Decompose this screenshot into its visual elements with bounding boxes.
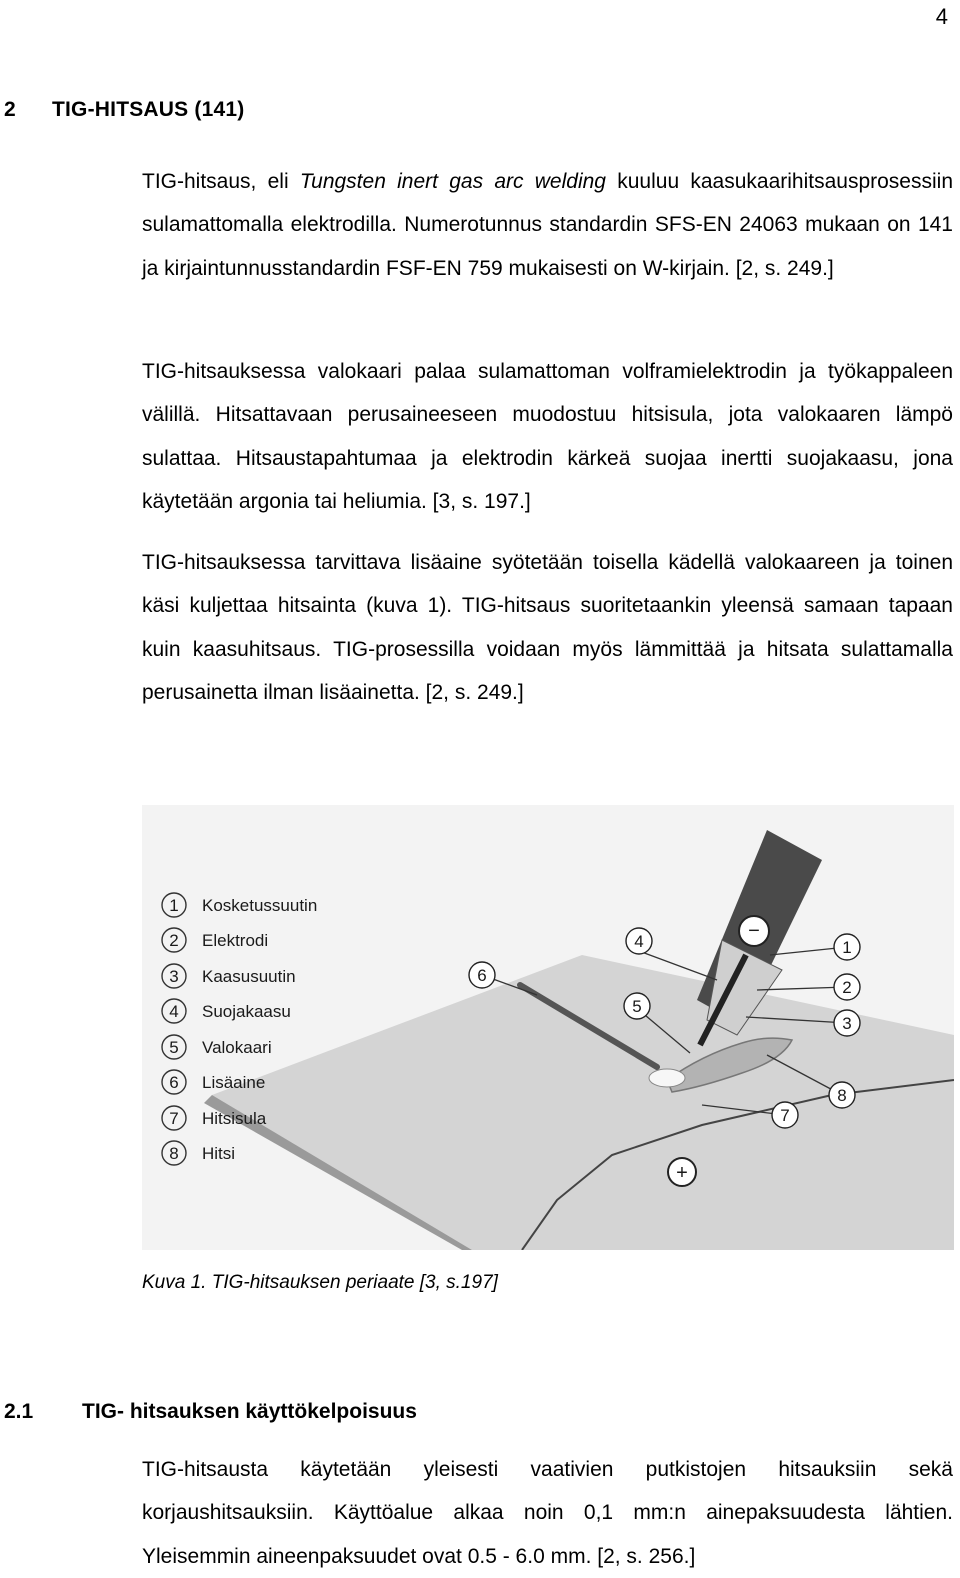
intro-text-start: TIG-hitsaus, eli <box>142 170 300 193</box>
svg-text:Valokaari: Valokaari <box>202 1038 272 1057</box>
legend-item-8 <box>162 1141 235 1165</box>
svg-text:2: 2 <box>842 978 852 997</box>
legend-item-4 <box>162 999 291 1023</box>
tig-welding-diagram <box>142 805 954 1250</box>
paragraph-intro <box>142 160 953 290</box>
svg-text:4: 4 <box>634 932 644 951</box>
paragraph-usage: TIG-hitsausta käytetään yleisesti vaativien putkistojen hitsauksiin sekä korjaushitsauksiin. Käyttöalue alkaa noin 0,1 mm:n ainepaksuudesta lähtien. Yleisemmin aineenpaksuudet ovat 0.5 - 6.0 mm. [2, s. 256.] <box>142 1458 953 1568</box>
minus-sign: − <box>748 920 760 942</box>
svg-text:Kosketussuutin: Kosketussuutin <box>202 896 318 915</box>
subsection-title: TIG- hitsauksen käyttökelpoisuus <box>82 1400 417 1423</box>
svg-text:Suojakaasu: Suojakaasu <box>202 1002 291 1021</box>
svg-text:4: 4 <box>169 1002 179 1021</box>
legend-item-7 <box>162 1106 267 1130</box>
section-heading <box>4 98 244 122</box>
svg-text:1: 1 <box>842 938 852 957</box>
svg-text:6: 6 <box>169 1073 179 1092</box>
legend-item-3 <box>162 964 296 988</box>
svg-text:Lisäaine: Lisäaine <box>202 1073 266 1092</box>
svg-text:1: 1 <box>169 896 179 915</box>
subsection-number: 2.1 <box>4 1400 34 1423</box>
svg-text:Hitsisula: Hitsisula <box>202 1109 267 1128</box>
paragraph-arc: TIG-hitsauksessa valokaari palaa sulamattoman volframielektrodin ja työkappaleen välillä. Hitsattavaan perusaineeseen muodostuu hitsisula, jota valokaaren lämpö sulattaa. Hitsaustapahtumaa ja elektrodin kärkeä suojaa inertti suojakaasu, jona käytetään argonia tai heliumia. [3, s. 197.] <box>142 360 953 513</box>
svg-text:Kaasusuutin: Kaasusuutin <box>202 967 296 986</box>
svg-text:5: 5 <box>169 1038 179 1057</box>
legend-item-1 <box>162 893 317 917</box>
intro-text-end: kuuluu kaasukaarihitsausprosessiin sulamattomalla elektrodilla. Numerotunnus standardin SFS-EN 24063 mukaan on 141 ja kirjaintunnusstandardin FSF-EN 759 mukaisesti on W-kirjain. [2, s. 249.] <box>142 170 954 280</box>
svg-text:8: 8 <box>837 1086 847 1105</box>
svg-text:3: 3 <box>169 967 179 986</box>
svg-text:2: 2 <box>169 931 179 950</box>
paragraph-filler: TIG-hitsauksessa tarvittava lisäaine syötetään toisella kädellä valokaareen ja toinen käsi kuljettaa hitsainta (kuva 1). TIG-hitsaus suoritetaankin yleensä samaan tapaan kuin kaasuhitsaus. TIG-prosessilla voidaan myös lämmittää ja hitsata sulattamalla perusainetta ilman lisäainetta. [2, s. 249.] <box>142 551 953 704</box>
section-title: TIG-HITSAUS (141) <box>52 98 245 121</box>
plus-sign: + <box>676 1162 688 1184</box>
svg-text:8: 8 <box>169 1144 179 1163</box>
svg-text:7: 7 <box>780 1106 790 1125</box>
svg-text:5: 5 <box>632 997 642 1016</box>
svg-text:7: 7 <box>169 1109 179 1128</box>
intro-italic-term: Tungsten inert gas arc welding <box>299 170 606 193</box>
svg-text:3: 3 <box>842 1014 852 1033</box>
page-number: 4 <box>935 4 948 29</box>
svg-text:Elektrodi: Elektrodi <box>202 931 269 950</box>
legend-item-6 <box>162 1070 265 1094</box>
legend-item-5 <box>162 1035 272 1059</box>
svg-text:Hitsi: Hitsi <box>202 1144 236 1163</box>
tig-welding-figure <box>142 805 954 1250</box>
svg-text:6: 6 <box>477 966 487 985</box>
legend-item-2 <box>162 928 268 952</box>
weld-pool <box>649 1069 685 1087</box>
figure-caption: Kuva 1. TIG-hitsauksen periaate [3, s.197] <box>142 1272 498 1293</box>
section-number: 2 <box>4 98 16 121</box>
subsection-heading <box>4 1400 417 1424</box>
